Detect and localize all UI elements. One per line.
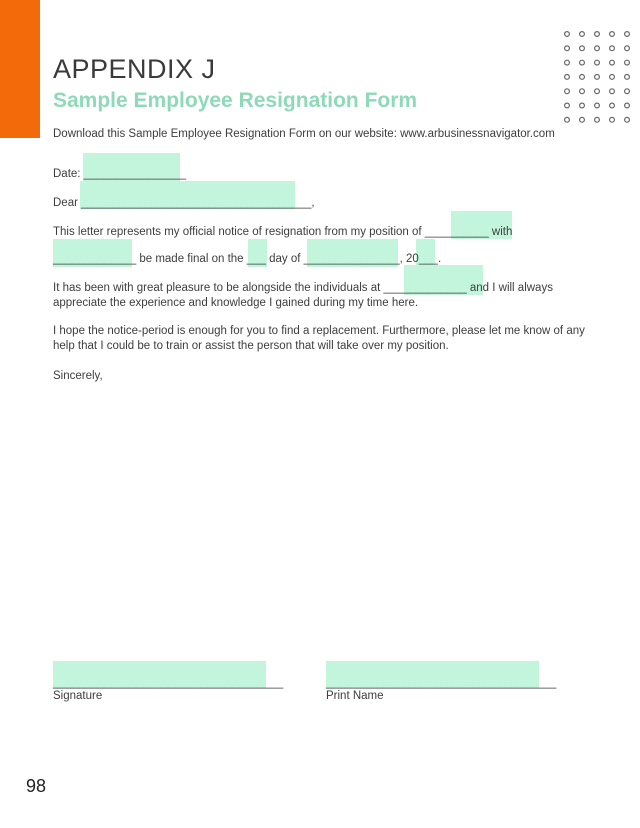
date-line: Date: ________________ (53, 168, 187, 180)
decorative-dot (610, 46, 615, 51)
decorative-dot (610, 89, 615, 94)
closing-text: Sincerely, (53, 370, 103, 382)
decorative-dot (565, 32, 570, 37)
decorative-dot (610, 75, 615, 80)
decorative-dot (625, 75, 630, 80)
decorative-dot (595, 60, 600, 65)
decorative-dot (625, 32, 630, 37)
decorative-dot (625, 89, 630, 94)
decorative-dot (580, 103, 585, 108)
signature-line: ____________________________________ (53, 677, 284, 689)
signature-label: Signature (53, 690, 103, 702)
decorative-dot (595, 117, 600, 122)
decorative-dot (625, 60, 630, 65)
decorative-dot (565, 89, 570, 94)
decorative-dot (595, 103, 600, 108)
resignation-paragraph-line-1: This letter represents my official notice of resignation from my position of __________ with (53, 226, 513, 238)
form-title: Sample Employee Resignation Form (53, 89, 418, 112)
page-number: 98 (26, 776, 47, 796)
decorative-dot (580, 32, 585, 37)
decorative-dot (595, 89, 600, 94)
decorative-dot (580, 117, 585, 122)
decorative-dot (610, 117, 615, 122)
print-name-label: Print Name (326, 690, 384, 702)
appendix-heading: APPENDIX J (53, 54, 216, 84)
intro-text: Download this Sample Employee Resignation Form on our website: www.arbusinessnavigator.com (53, 128, 555, 140)
decorative-dot (625, 46, 630, 51)
decorative-dot (565, 75, 570, 80)
decorative-dot (565, 103, 570, 108)
decorative-dot (595, 46, 600, 51)
resignation-paragraph-line-2: _____________ be made final on the ___ day of _______________, 20___. (53, 253, 442, 265)
decorative-dot (610, 32, 615, 37)
decorative-dot (580, 89, 585, 94)
decorative-dot (625, 103, 630, 108)
decorative-dot (595, 75, 600, 80)
decorative-dot (610, 103, 615, 108)
decorative-dot (625, 117, 630, 122)
decorative-dot (595, 32, 600, 37)
decorative-dot (580, 46, 585, 51)
decorative-dot (580, 75, 585, 80)
dear-line: Dear ____________________________________, (53, 197, 315, 209)
decorative-dot (565, 46, 570, 51)
orange-accent-bar (0, 0, 40, 138)
gratitude-paragraph: It has been with great pleasure to be alongside the individuals at _____________ and I will always appreciate the experience and knowledge I gained during my time here. (53, 282, 553, 309)
decorative-dot (565, 60, 570, 65)
print-name-line: ____________________________________ (326, 677, 557, 689)
decorative-dot (610, 60, 615, 65)
dot-grid-decoration (563, 29, 640, 125)
notice-paragraph: I hope the notice-period is enough for you to find a replacement. Furthermore, please let me know of any help that I could be to train or assist the person that will take over my position. (53, 325, 585, 352)
decorative-dot (565, 117, 570, 122)
decorative-dot (580, 60, 585, 65)
